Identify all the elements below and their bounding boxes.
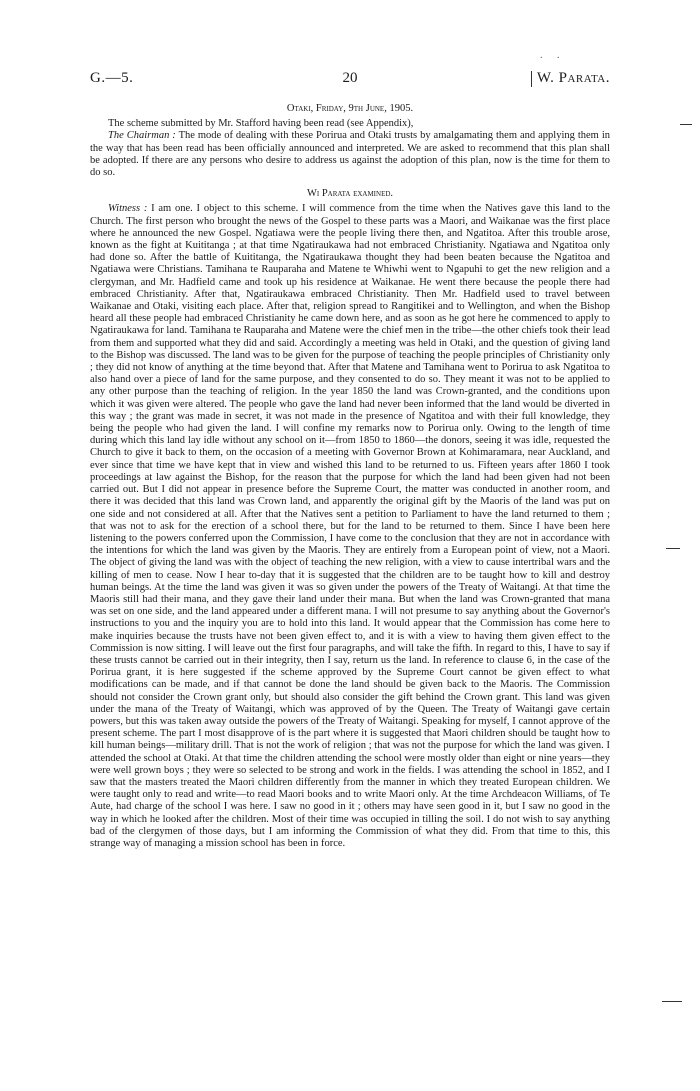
witness-speaker: Witness : xyxy=(108,203,148,215)
chairman-paragraph xyxy=(90,130,610,179)
page-header xyxy=(90,70,610,90)
page-reference: G.—5. xyxy=(90,70,134,86)
margin-mark xyxy=(662,1001,682,1002)
page-number: 20 xyxy=(342,70,358,86)
witness-text: I am one. I object to this scheme. I will commence from the time when the Natives gave this land to the Church. The first person who brought the news of the Gospel to these parts was a Maori, and Waikanae was the first place where he announced the new Gospel. Ngatiawa were the people living there then, and Ngatitoa. After this trouble arose, known as the fight at Kuititanga ; at that time Ngatiraukawa had not embraced Christianity. Ngatiawa and Ngatitoa only had done so. After the battle of Kuititanga, the Ngatiraukawa thought they had been beaten because the Ngatitoa and Ngatiawa were Christians. Tamihana te Rauparaha and Matene te Whiwhi went to Ngapuhi to get the new religion and a clergyman, and Mr. Hadfield came and took up his residence at Waikanae. He went there because the people there had embraced Christianity. After that, Ngatiraukawa embraced Christianity. Then Mr. Hadfield used to travel between Waikanae and Otaki, visiting each place. After that, religion spread to Rangitikei and to Wellington, and when the Bishop heard all these people had embraced Christianity he came down here, and as soon as he got here he commenced to apply to Ngatiraukawa for land. Tamihana te Rauparaha and Matene were the chief men in the tribe—the other chiefs took their lead from them and supported what they did and said. Accordingly a meeting was held in Otaki, and the question of giving land to the Bishop was discussed. The land was to be given for the purpose of teaching the people principles of Christianity only ; they did not know of anything at the time beyond that. After that Matene and Tamihana went to Porirua to ask Ngatitoa to also hand over a piece of land for the same purpose, and they consented to do so. They meant it was not to be applied to any other purpose than the teaching of religion. In the year 1850 the land was Crown-granted, and the conditions upon which it was given were altered. The people who gave the land had never been informed that the land would be diverted in this way ; the grant was made in secret, it was not made in the presence of Ngatitoa and with their full knowledge, they being the people who had given the land. I will confine my remarks now to Porirua only. Owing to the length of time during which this land lay idle without any school on it—from 1850 to 1860—the donors, seeing it was idle, requested the Church to give it back to them, on the occasion of a meeting with Governor Brown at Kohimaramara, near Auckland, and ever since that time we have kept that in view and wished this land to be returned to us. Fifteen years after 1860 I took proceedings at law against the Bishop, for the reason that the purpose for which the land had been given had not been carried out. But I did not appear in presence before the Supreme Court, the matter was conducted in another room, and there it was decided that this land was Crown land, and apparently the original gift by the Maoris of the land was put on one side and not considered at all. After that the Natives sent a petition to Parliament to have the land returned to them ; that was not to ask for the erection of a school there, but for the land to be returned to them. Since I have been here listening to the powers conferred upon the Commission, I have come to the conclusion that they are not in accordance with the intentions for which the land was given by the Maoris. They are entirely from a European point of view, not a Maori. The object of giving the land was with the object of teaching the new religion, with a view to cause intertribal wars and the killing of men to cease. Now I hear to-day that it is suggested that the children are to be taught how to kill and destroy human beings. At the time the land was given it was so given under the powers of the Treaty of Waitangi. At that time the Maoris still had their mana, and they gave their land under their mana. But when the land was Crown-granted that mana was set on one side, and the land appeared under a different mana. I will not presume to say anything about the Governor's instructions to you and the inquiry you are to hold into this land. It would appear that the Commission has come here to make inquiries because the trusts have not been given effect to, and it is with a view to having them given effect to the Commission is now sitting. I will leave out the first four paragraphs, and will take the fifth. In regard to this, I have to say if these trusts cannot be carried out in their integrity, then I say, return us the land. In reference to clause 6, in the case of the Porirua grant, it is here suggested if the scheme approved by the Supreme Court cannot be given effect to what modifications can be made, and if that cannot be done the land should be given back to the Maoris. The Commission should not consider the Crown grant only, but should also consider the gift behind the Crown grant. This land was given under the mana of the Treaty of Waitangi, which was approved of by the Queen. The Treaty of Waitangi gave certain powers, but this was taken away outside the powers of the Treaty of Waitangi. Speaking for myself, I cannot approve of the present scheme. The part I most disapprove of is the part where it is suggested that Maori children should be taught how to kill human beings—military drill. That is not the work of religion ; that was not the purpose for which the land was given. I attended the school at Otaki. At that time the children attending the school were mostly older than eight or nine years—they were well grown boys ; they were so selected to be strong and work in the fields. I was attending the school in 1852, and I saw that the masters treated the Maori children differently from the manner in which they treated European children. We were taught only to read and write—to read Maori books and to write Maori only. At the time Archdeacon Williams, of Te Aute, had charge of the school I was here. I saw no good in it ; others may have seen good in it, but I saw no good in the way in which he looked after the children. Most of their time was occupied in tilling the soil. I do not wish to say anything bad of the clergymen of those days, but I am informing the Commission of what they did. From that time to this, this strange way of managing a mission school has been in force. xyxy=(90,203,610,849)
intro-paragraph xyxy=(90,118,610,130)
dateline: Otaki, Friday, 9th June, 1905. xyxy=(286,103,414,114)
margin-mark xyxy=(666,548,680,549)
margin-dots: . . xyxy=(540,50,566,61)
witness-paragraph xyxy=(90,203,610,850)
section-name: W. Parata. xyxy=(536,70,610,86)
document-body xyxy=(90,103,610,850)
intro-text: The scheme submitted by Mr. Stafford having been read (see Appendix), xyxy=(108,118,414,130)
examination-heading: Wi Parata examined. xyxy=(306,188,394,200)
chairman-text: The mode of dealing with these Porirua and Otaki trusts by amalgamating them and applying them in the way that has been read has been officially announced and interpreted. We are asked to recommend that this plan shall be adopted. If there are any persons who desire to address us against the adoption of this plan, now is the time for them to do so. xyxy=(90,130,610,179)
margin-mark xyxy=(680,124,692,125)
chairman-speaker: The Chairman : xyxy=(108,130,176,142)
